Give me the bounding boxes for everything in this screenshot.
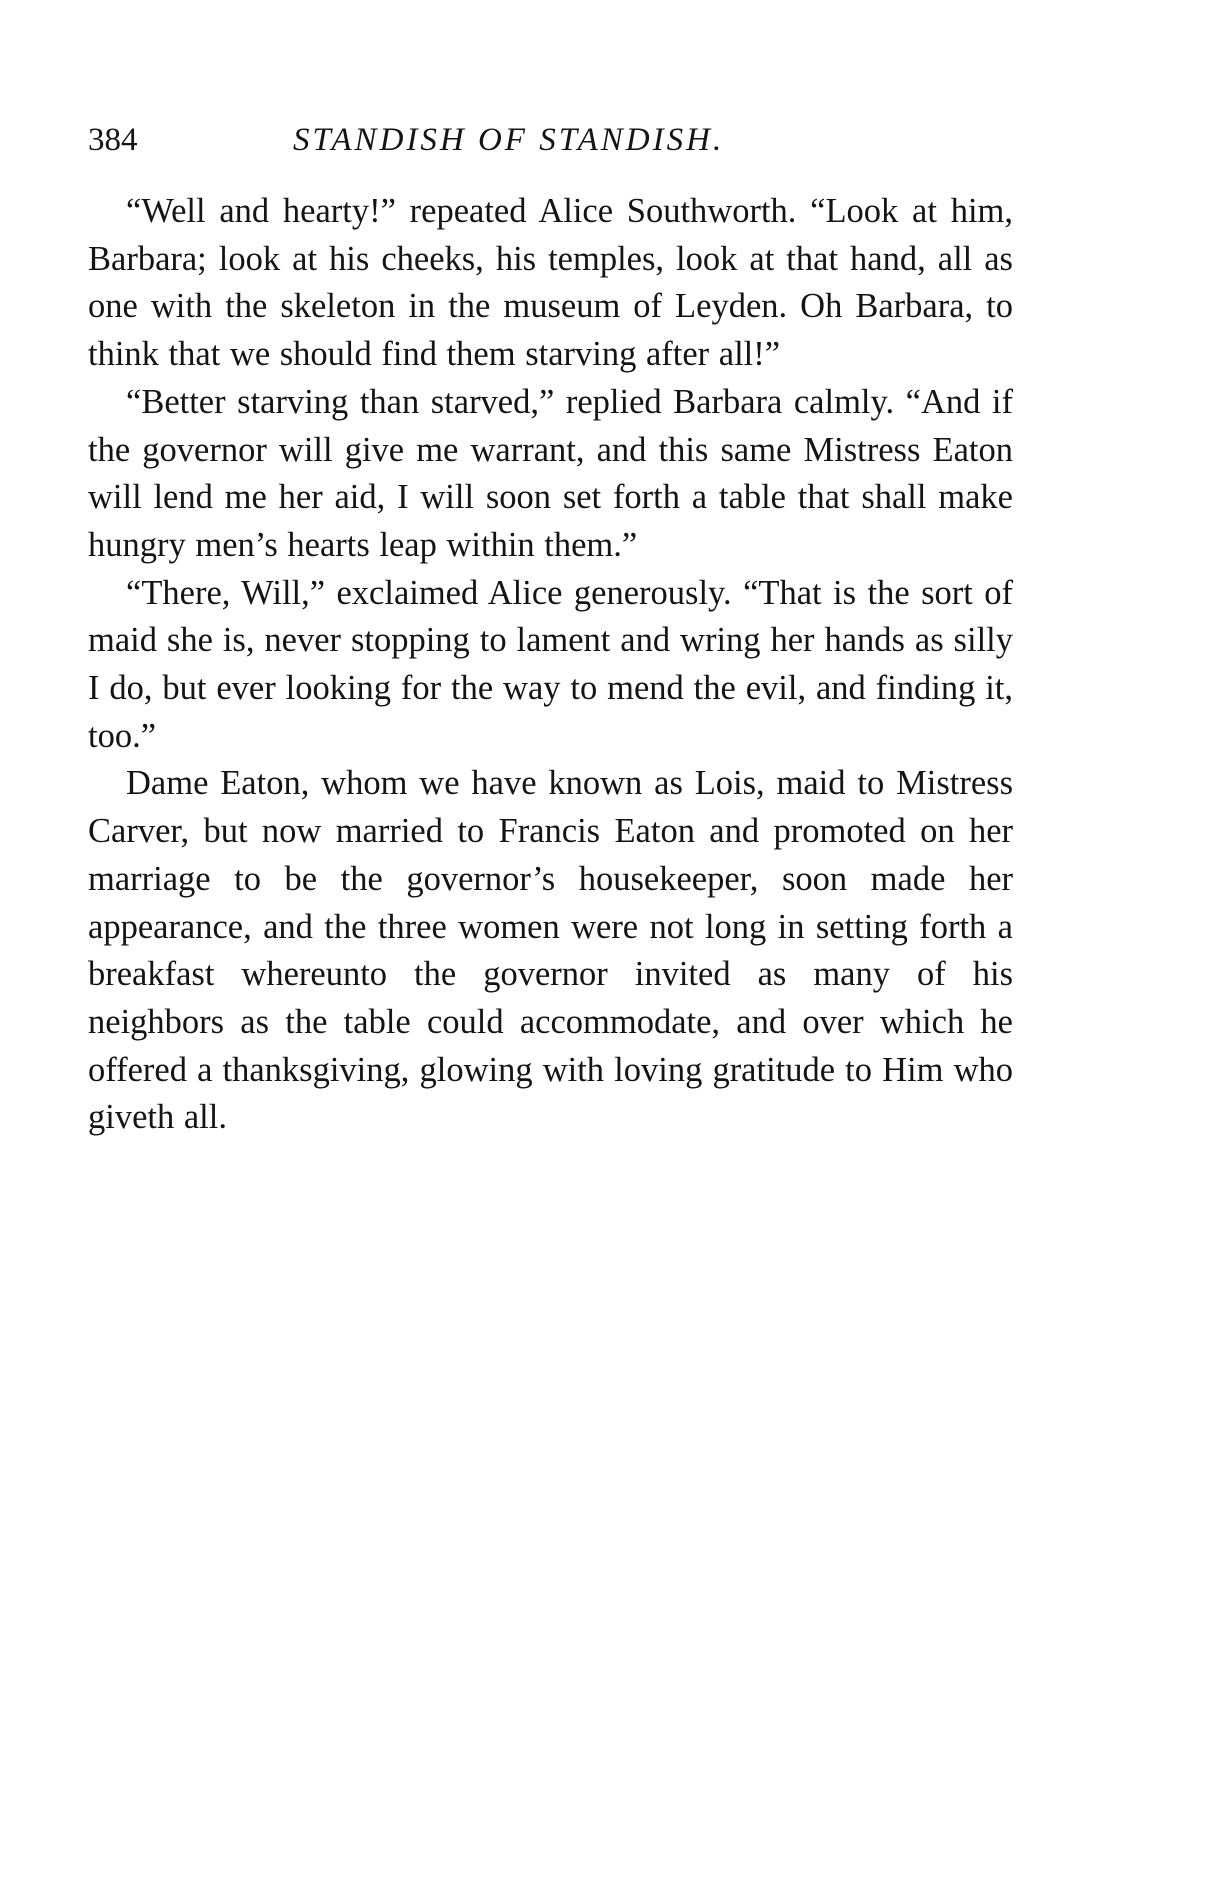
page-header xyxy=(88,118,1013,162)
paragraph-2: “Better starving than starved,” replied Barbara calmly. “And if the governor will give me warrant, and this same Mistress Eaton will lend me her aid, I will soon set forth a table that shall make hungry men’s hearts leap within them.” xyxy=(88,382,1013,564)
body-text xyxy=(88,188,1013,1142)
paragraph-3: “There, Will,” exclaimed Alice generously. “That is the sort of maid she is, never stopping to lament and wring her hands as silly I do, but ever looking for the way to mend the evil, and finding it, too.” xyxy=(88,573,1013,755)
running-title: STANDISH OF STANDISH. xyxy=(293,122,725,158)
paragraph-4: Dame Eaton, whom we have known as Lois, maid to Mistress Carver, but now married to Francis Eaton and promoted on her marriage to be the governor’s housekeeper, soon made her appearance, and the three women were not long in setting forth a breakfast whereunto the governor invited as many of his neighbors as the table could accommodate, and over which he offered a thanksgiving, glowing with loving gratitude to Him who giveth all. xyxy=(88,764,1013,1137)
page-number: 384 xyxy=(88,122,138,158)
paragraph-1: “Well and hearty!” repeated Alice Southworth. “Look at him, Barbara; look at his cheeks, his temples, look at that hand, all as one with the skeleton in the museum of Leyden. Oh Barbara, to think that we should find them starving after all!” xyxy=(88,192,1013,374)
